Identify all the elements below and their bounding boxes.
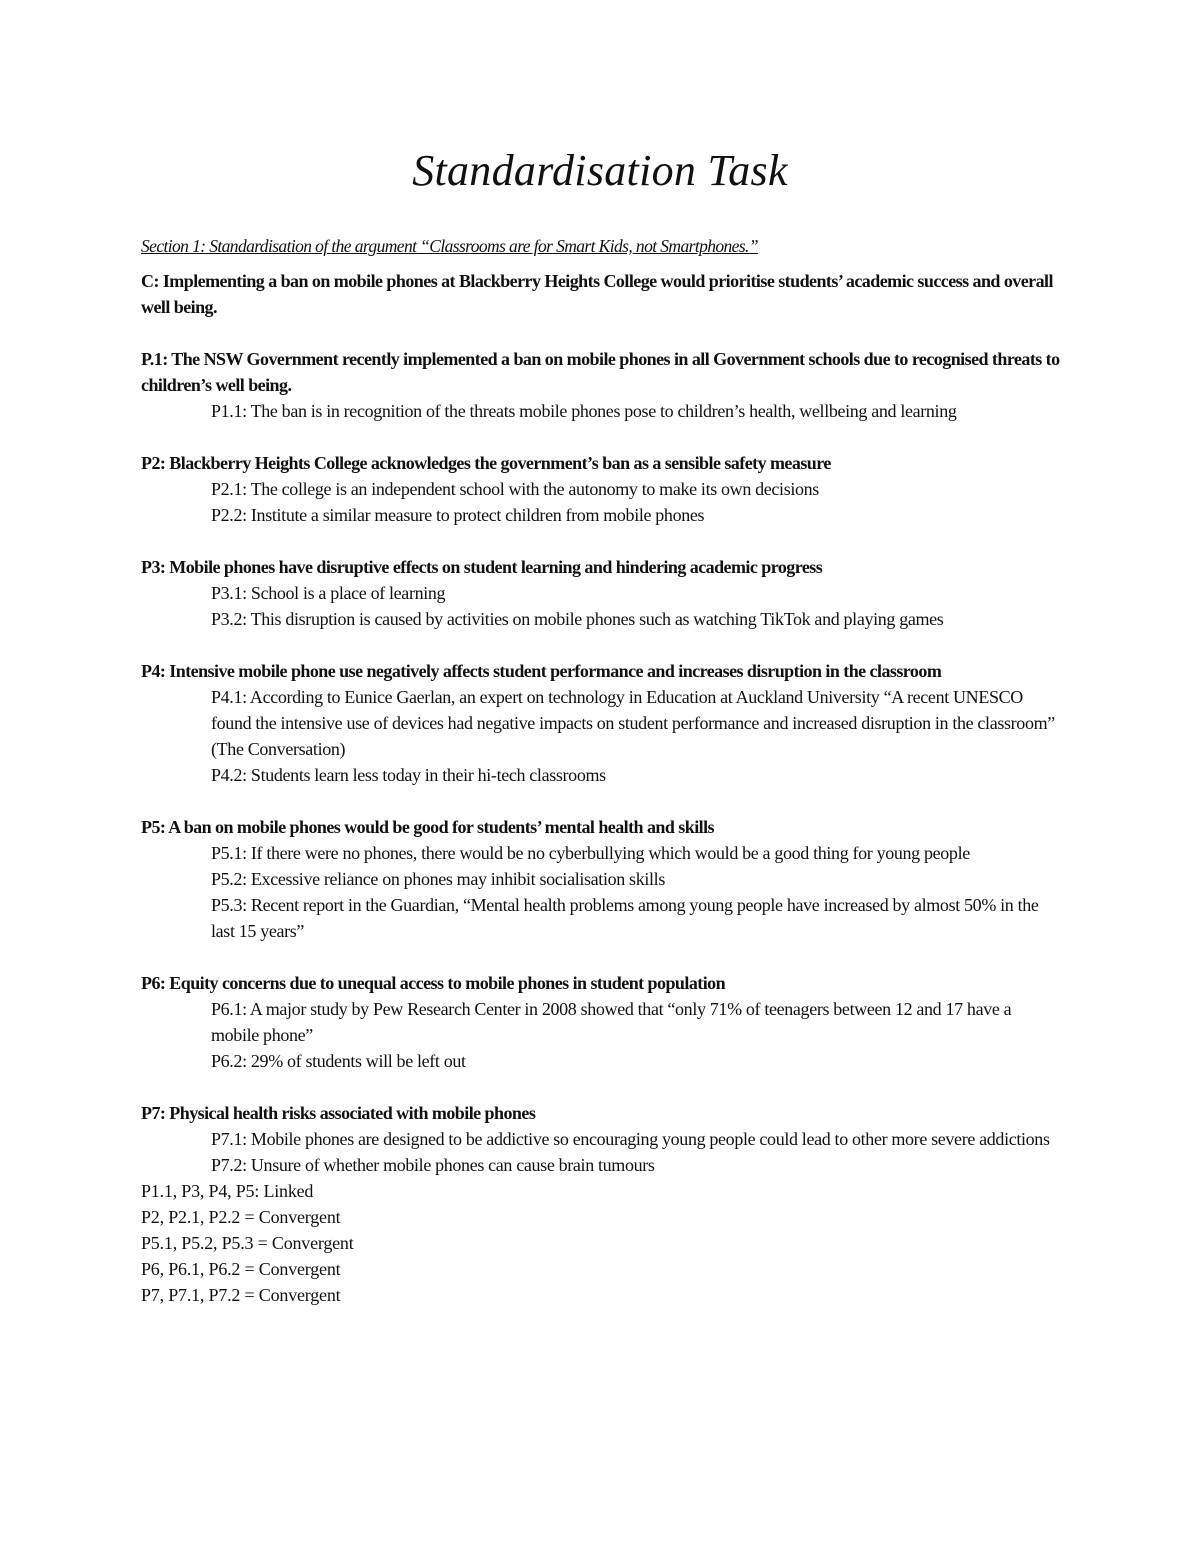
relation-linked: P1.1, P3, P4, P5: Linked <box>141 1181 314 1201</box>
claim: C: Implementing a ban on mobile phones at Blackberry Heights College would prioritise students’ academic success and overall well being. <box>141 271 1053 317</box>
argument-body <box>141 268 1061 1308</box>
sub-premise-6-1: P6.1: A major study by Pew Research Center in 2008 showed that “only 71% of teenagers between 12 and 17 have a mobile phone” <box>211 999 1012 1045</box>
premise-1: P.1: The NSW Government recently implemented a ban on mobile phones in all Government schools due to recognised threats to children’s well being. <box>141 349 1060 395</box>
premise-4: P4: Intensive mobile phone use negatively affects student performance and increases disruption in the classroom <box>141 661 942 681</box>
sub-premise-5-1: P5.1: If there were no phones, there would be no cyberbullying which would be a good thing for young people <box>211 843 970 863</box>
sub-premise-7-1: P7.1: Mobile phones are designed to be addictive so encouraging young people could lead to other more severe addictions <box>211 1129 1050 1149</box>
relation-convergent-p6: P6, P6.1, P6.2 = Convergent <box>141 1259 341 1279</box>
sub-premise-5-2: P5.2: Excessive reliance on phones may inhibit socialisation skills <box>211 869 665 889</box>
sub-premise-3-2: P3.2: This disruption is caused by activities on mobile phones such as watching TikTok and playing games <box>211 609 944 629</box>
sub-premise-4-2: P4.2: Students learn less today in their hi-tech classrooms <box>211 765 606 785</box>
relation-convergent-p2: P2, P2.1, P2.2 = Convergent <box>141 1207 341 1227</box>
sub-premise-1-1: P1.1: The ban is in recognition of the threats mobile phones pose to children’s health, wellbeing and learning <box>211 401 957 421</box>
sub-premise-4-1: P4.1: According to Eunice Gaerlan, an expert on technology in Education at Auckland University “A recent UNESCO found the intensive use of devices had negative impacts on student performance and increased disruption in the classroom” (The Conversation) <box>211 687 1055 759</box>
sub-premise-7-2: P7.2: Unsure of whether mobile phones can cause brain tumours <box>211 1155 655 1175</box>
sub-premise-6-2: P6.2: 29% of students will be left out <box>211 1051 466 1071</box>
section-heading: Section 1: Standardisation of the argument “Classrooms are for Smart Kids, not Smartphones.” <box>141 236 758 256</box>
sub-premise-5-3: P5.3: Recent report in the Guardian, “Mental health problems among young people have increased by almost 50% in the last 15 years” <box>211 895 1039 941</box>
premise-6: P6: Equity concerns due to unequal access to mobile phones in student population <box>141 973 726 993</box>
relation-convergent-p5: P5.1, P5.2, P5.3 = Convergent <box>141 1233 354 1253</box>
premise-3: P3: Mobile phones have disruptive effects on student learning and hindering academic progress <box>141 557 823 577</box>
premise-7: P7: Physical health risks associated with mobile phones <box>141 1103 536 1123</box>
sub-premise-2-1: P2.1: The college is an independent school with the autonomy to make its own decisions <box>211 479 819 499</box>
relation-convergent-p7: P7, P7.1, P7.2 = Convergent <box>141 1285 341 1305</box>
page-title: Standardisation Task <box>412 146 788 195</box>
premise-2: P2: Blackberry Heights College acknowledges the government’s ban as a sensible safety measure <box>141 453 831 473</box>
sub-premise-3-1: P3.1: School is a place of learning <box>211 583 446 603</box>
premise-5: P5: A ban on mobile phones would be good for students’ mental health and skills <box>141 817 715 837</box>
sub-premise-2-2: P2.2: Institute a similar measure to protect children from mobile phones <box>211 505 705 525</box>
